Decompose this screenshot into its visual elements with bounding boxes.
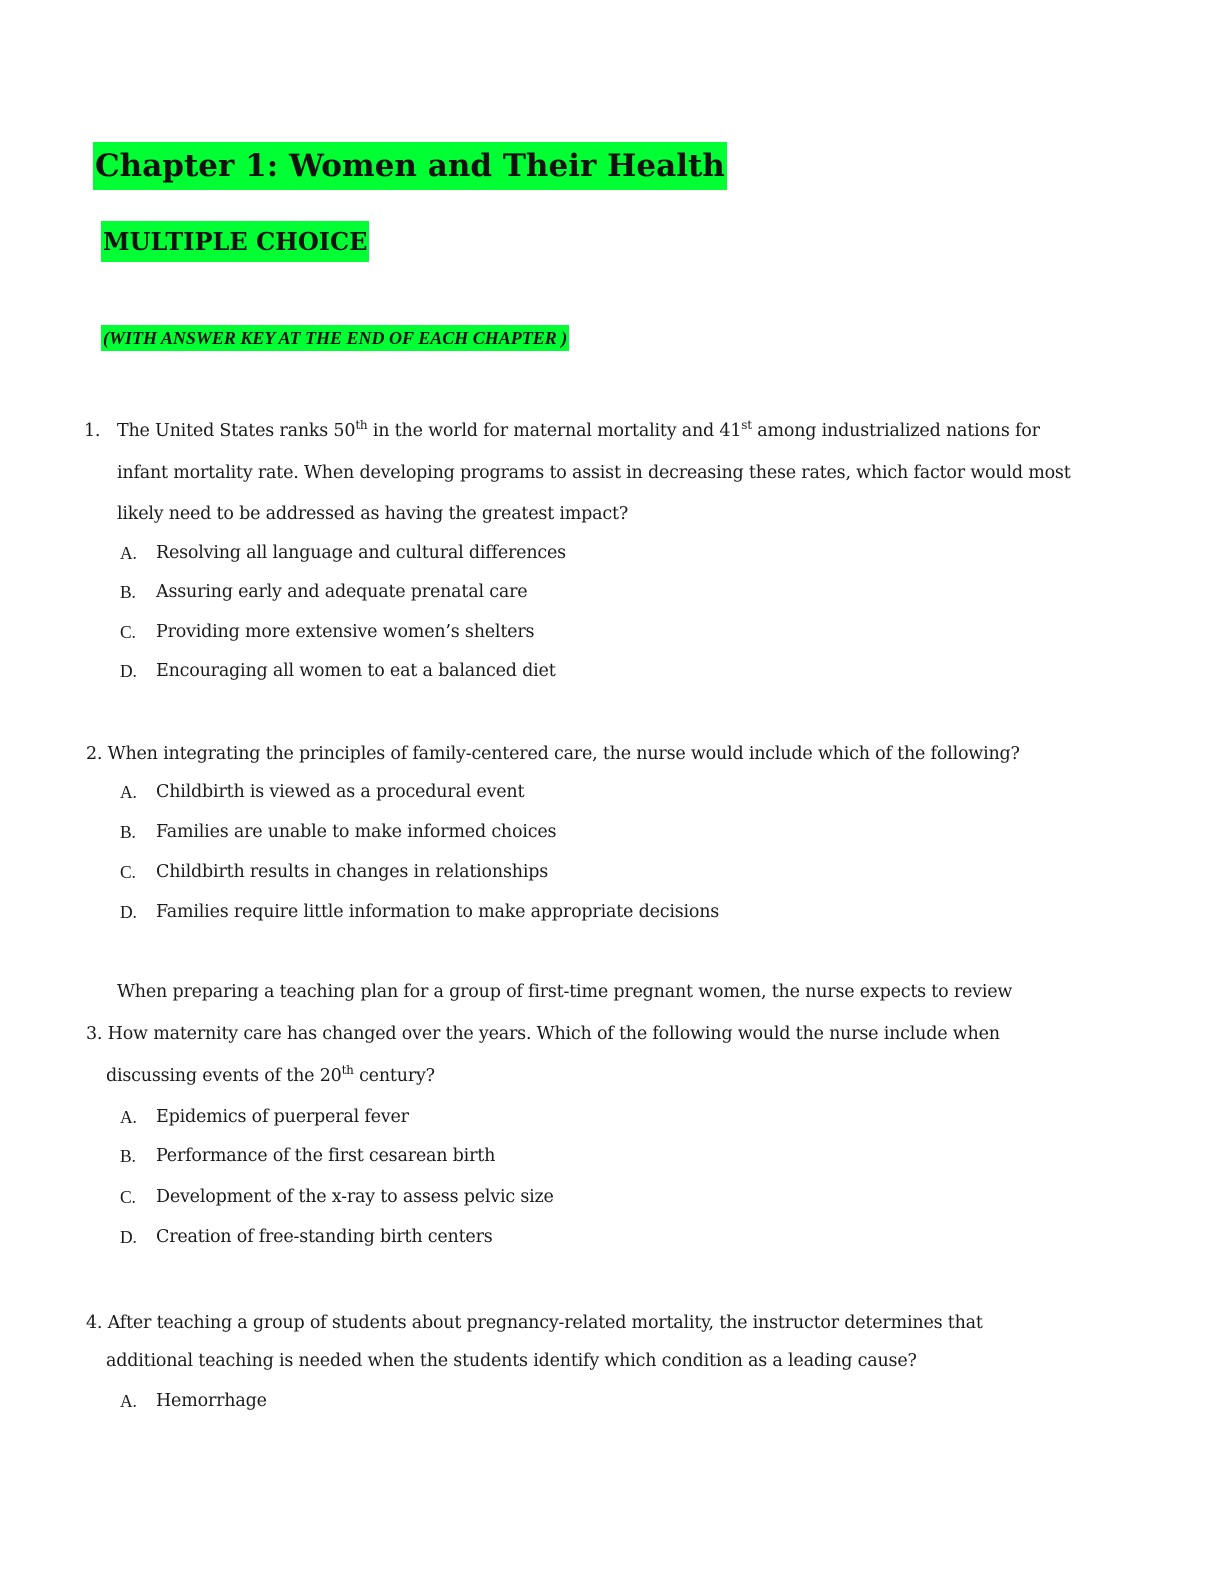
question-3-line-2: discussing events of the 20th century? (106, 1063, 435, 1086)
section-title: MULTIPLE CHOICE (101, 221, 369, 262)
question-3-pre-line: When preparing a teaching plan for a group of first-time pregnant women, the nurse expects to review (117, 982, 1013, 1002)
question-1-line-3: likely need to be addressed as having the greatest impact? (117, 504, 629, 524)
chapter-title: Chapter 1: Women and Their Health (93, 142, 727, 190)
question-4-line-1: 4. After teaching a group of students about pregnancy-related mortality, the instructor determines that (86, 1313, 983, 1333)
question-1-line-2: infant mortality rate. When developing programs to assist in decreasing these rates, which factor would most (117, 463, 1071, 483)
question-2-line-1: 2. When integrating the principles of family-centered care, the nurse would include which of the following? (86, 744, 1020, 764)
question-4-line-2: additional teaching is needed when the students identify which condition as a leading cause? (106, 1351, 917, 1371)
question-1-line-1: The United States ranks 50th in the world for maternal mortality and 41st among industrialized nations for (117, 418, 1040, 441)
answer-key-note: (WITH ANSWER KEY AT THE END OF EACH CHAPTER ) (101, 325, 569, 351)
question-1-number: 1. (84, 421, 101, 441)
question-3-line-1: 3. How maternity care has changed over the years. Which of the following would the nurse include when (86, 1024, 1000, 1044)
